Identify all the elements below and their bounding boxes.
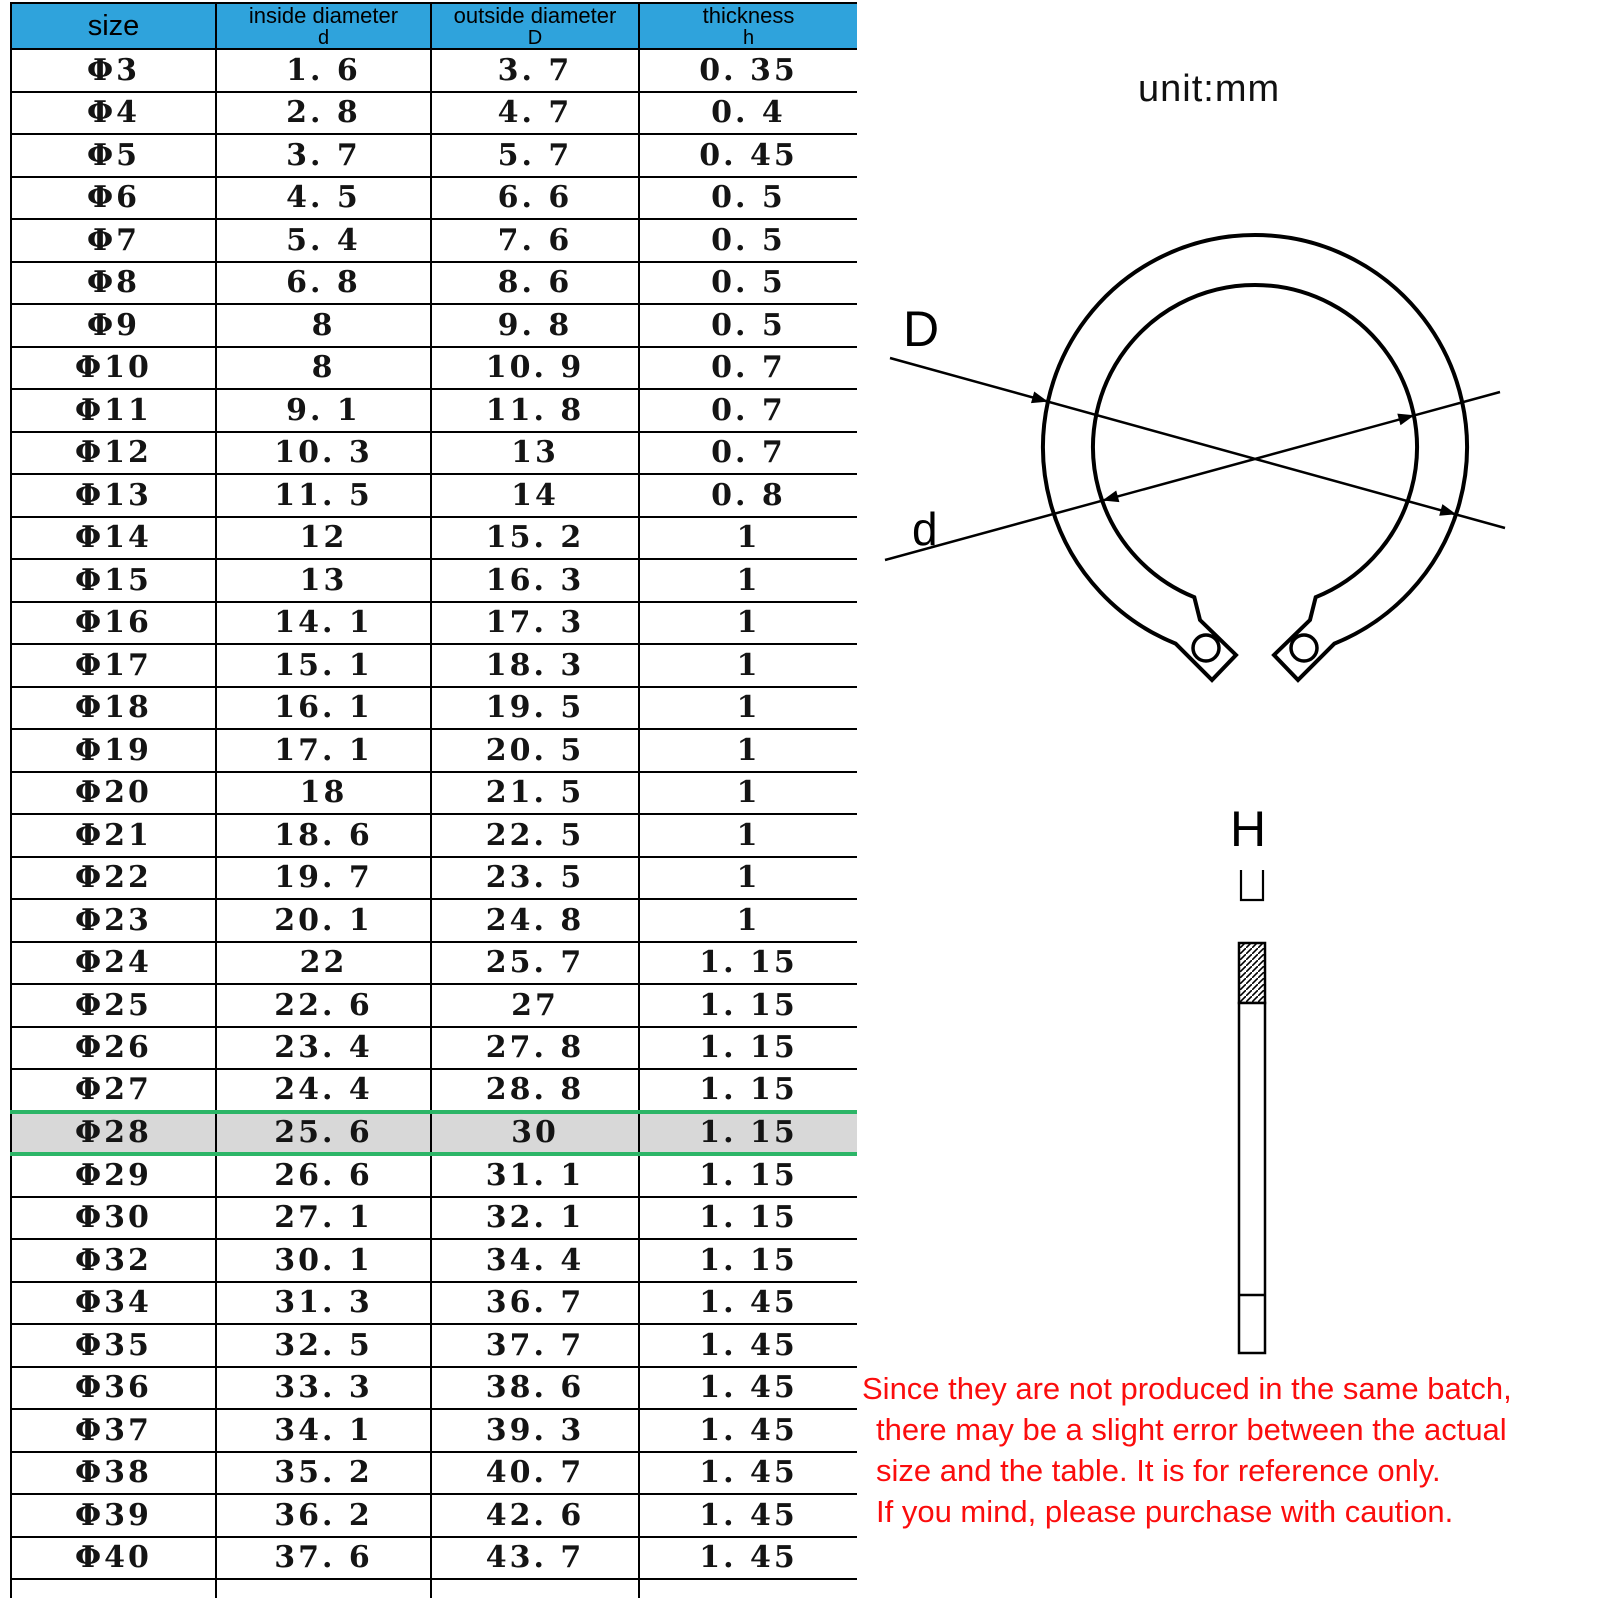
table-row bbox=[11, 687, 857, 730]
table-row bbox=[11, 1239, 857, 1282]
unit-label: unit:mm bbox=[1138, 68, 1281, 110]
table-row bbox=[11, 559, 857, 602]
header-outside-diameter bbox=[431, 3, 639, 49]
cell-outside: 20. 5 bbox=[431, 729, 639, 772]
cell-size: Φ29 bbox=[11, 1154, 216, 1197]
table-row bbox=[11, 177, 857, 220]
cell-thickness: 1. 15 bbox=[639, 1154, 857, 1197]
cell-inside: 5. 4 bbox=[216, 219, 431, 262]
cell-thickness: 0. 5 bbox=[639, 262, 857, 305]
cell-inside: 15. 1 bbox=[216, 644, 431, 687]
cell-outside: 39. 3 bbox=[431, 1409, 639, 1452]
cell-size: Φ40 bbox=[11, 1537, 216, 1580]
cell-inside: 3. 7 bbox=[216, 134, 431, 177]
header-outside-line2: D bbox=[527, 26, 543, 49]
cell-empty bbox=[431, 1579, 639, 1598]
cell-inside: 30. 1 bbox=[216, 1239, 431, 1282]
cell-outside: 3. 7 bbox=[431, 49, 639, 92]
cell-thickness: 1 bbox=[639, 729, 857, 772]
cell-size: Φ25 bbox=[11, 984, 216, 1027]
cell-thickness: 1. 15 bbox=[639, 1069, 857, 1112]
cell-outside: 42. 6 bbox=[431, 1494, 639, 1537]
cell-thickness: 1. 45 bbox=[639, 1452, 857, 1495]
header-outside-line1: outside diameter bbox=[453, 3, 617, 29]
cell-size: Φ32 bbox=[11, 1239, 216, 1282]
cell-size: Φ21 bbox=[11, 814, 216, 857]
circlip-ring-diagram bbox=[860, 230, 1560, 700]
cell-thickness: 1. 45 bbox=[639, 1537, 857, 1580]
disclaimer-line: If you mind, please purchase with caution. bbox=[876, 1494, 1454, 1529]
table-row bbox=[11, 474, 857, 517]
cell-thickness: 1 bbox=[639, 517, 857, 560]
cell-inside: 16. 1 bbox=[216, 687, 431, 730]
cell-thickness: 1. 45 bbox=[639, 1367, 857, 1410]
cell-inside: 32. 5 bbox=[216, 1324, 431, 1367]
cell-thickness: 0. 7 bbox=[639, 432, 857, 475]
cell-thickness: 1. 15 bbox=[639, 984, 857, 1027]
cell-size: Φ3 bbox=[11, 49, 216, 92]
cell-outside: 38. 6 bbox=[431, 1367, 639, 1410]
cell-inside: 8 bbox=[216, 347, 431, 390]
cell-size: Φ15 bbox=[11, 559, 216, 602]
cell-thickness: 0. 7 bbox=[639, 347, 857, 390]
cell-inside: 8 bbox=[216, 304, 431, 347]
cell-thickness: 0. 45 bbox=[639, 134, 857, 177]
cell-inside: 36. 2 bbox=[216, 1494, 431, 1537]
cell-thickness: 1. 15 bbox=[639, 1112, 857, 1155]
cell-outside: 4. 7 bbox=[431, 92, 639, 135]
cell-outside: 7. 6 bbox=[431, 219, 639, 262]
cell-inside: 37. 6 bbox=[216, 1537, 431, 1580]
disclaimer-line: Since they are not produced in the same batch, bbox=[862, 1371, 1512, 1406]
table-row bbox=[11, 1027, 857, 1070]
cell-inside: 19. 7 bbox=[216, 857, 431, 900]
cell-size: Φ13 bbox=[11, 474, 216, 517]
cell-outside: 37. 7 bbox=[431, 1324, 639, 1367]
table-row-partial bbox=[11, 1579, 857, 1598]
table-row bbox=[11, 1282, 857, 1325]
cell-size: Φ10 bbox=[11, 347, 216, 390]
left-lug-hole bbox=[1193, 635, 1219, 661]
table-row bbox=[11, 92, 857, 135]
cell-thickness: 1 bbox=[639, 602, 857, 645]
table-row bbox=[11, 389, 857, 432]
table-row bbox=[11, 1494, 857, 1537]
cell-outside: 13 bbox=[431, 432, 639, 475]
cell-empty bbox=[639, 1579, 857, 1598]
cell-outside: 40. 7 bbox=[431, 1452, 639, 1495]
cell-size: Φ37 bbox=[11, 1409, 216, 1452]
dimension-arrow-D-left bbox=[1031, 392, 1048, 404]
header-row bbox=[11, 3, 857, 49]
cell-size: Φ5 bbox=[11, 134, 216, 177]
cell-inside: 26. 6 bbox=[216, 1154, 431, 1197]
cell-outside: 31. 1 bbox=[431, 1154, 639, 1197]
table-row bbox=[11, 49, 857, 92]
table-row bbox=[11, 134, 857, 177]
cell-thickness: 1 bbox=[639, 899, 857, 942]
cell-thickness: 0. 35 bbox=[639, 49, 857, 92]
cell-thickness: 0. 5 bbox=[639, 304, 857, 347]
cell-empty bbox=[11, 1579, 216, 1598]
cell-size: Φ17 bbox=[11, 644, 216, 687]
cell-size: Φ22 bbox=[11, 857, 216, 900]
cell-outside: 30 bbox=[431, 1112, 639, 1155]
cell-outside: 24. 8 bbox=[431, 899, 639, 942]
table-row bbox=[11, 1452, 857, 1495]
outside-diameter-label: D bbox=[903, 301, 940, 357]
table-row bbox=[11, 517, 857, 560]
table-row bbox=[11, 857, 857, 900]
table-body bbox=[11, 49, 857, 1598]
cell-inside: 12 bbox=[216, 517, 431, 560]
cell-outside: 8. 6 bbox=[431, 262, 639, 305]
header-thickness bbox=[639, 3, 857, 49]
cell-inside: 35. 2 bbox=[216, 1452, 431, 1495]
cell-inside: 11. 5 bbox=[216, 474, 431, 517]
cell-size: Φ27 bbox=[11, 1069, 216, 1112]
cell-inside: 22. 6 bbox=[216, 984, 431, 1027]
cell-thickness: 1. 45 bbox=[639, 1282, 857, 1325]
cell-inside: 25. 6 bbox=[216, 1112, 431, 1155]
cell-outside: 23. 5 bbox=[431, 857, 639, 900]
header-size bbox=[11, 3, 216, 49]
dimension-arrow-d-left bbox=[1102, 491, 1119, 503]
cell-size: Φ14 bbox=[11, 517, 216, 560]
table-row bbox=[11, 899, 857, 942]
cell-inside: 1. 6 bbox=[216, 49, 431, 92]
cell-size: Φ16 bbox=[11, 602, 216, 645]
cell-outside: 17. 3 bbox=[431, 602, 639, 645]
table-row bbox=[11, 1197, 857, 1240]
cell-inside: 17. 1 bbox=[216, 729, 431, 772]
circlip-ring-outline bbox=[1043, 235, 1467, 680]
dimension-arrow-d-right bbox=[1397, 414, 1414, 426]
cell-thickness: 0. 4 bbox=[639, 92, 857, 135]
cell-outside: 27 bbox=[431, 984, 639, 1027]
table-header bbox=[11, 3, 857, 49]
table-row bbox=[11, 1537, 857, 1580]
cell-thickness: 1. 15 bbox=[639, 942, 857, 985]
cell-thickness: 1 bbox=[639, 687, 857, 730]
table-row bbox=[11, 304, 857, 347]
table-row bbox=[11, 942, 857, 985]
cell-size: Φ30 bbox=[11, 1197, 216, 1240]
header-thickness-line2: h bbox=[742, 26, 755, 49]
cell-thickness: 1. 15 bbox=[639, 1027, 857, 1070]
cell-inside: 20. 1 bbox=[216, 899, 431, 942]
cell-thickness: 0. 5 bbox=[639, 219, 857, 262]
table-row bbox=[11, 1367, 857, 1410]
cell-outside: 36. 7 bbox=[431, 1282, 639, 1325]
table-row bbox=[11, 1112, 857, 1155]
cell-size: Φ8 bbox=[11, 262, 216, 305]
cell-inside: 22 bbox=[216, 942, 431, 985]
size-spec-table bbox=[10, 2, 857, 1598]
header-inside-line2: d bbox=[317, 26, 330, 49]
cell-outside: 27. 8 bbox=[431, 1027, 639, 1070]
cell-outside: 11. 8 bbox=[431, 389, 639, 432]
cell-thickness: 1 bbox=[639, 814, 857, 857]
cell-outside: 43. 7 bbox=[431, 1537, 639, 1580]
cell-outside: 25. 7 bbox=[431, 942, 639, 985]
cell-size: Φ18 bbox=[11, 687, 216, 730]
disclaimer-text bbox=[862, 1368, 1562, 1532]
cell-outside: 32. 1 bbox=[431, 1197, 639, 1240]
cell-outside: 9. 8 bbox=[431, 304, 639, 347]
cell-inside: 31. 3 bbox=[216, 1282, 431, 1325]
cell-outside: 18. 3 bbox=[431, 644, 639, 687]
cell-outside: 16. 3 bbox=[431, 559, 639, 602]
cell-inside: 18 bbox=[216, 772, 431, 815]
cell-outside: 15. 2 bbox=[431, 517, 639, 560]
cell-size: Φ35 bbox=[11, 1324, 216, 1367]
right-lug-hole bbox=[1291, 635, 1317, 661]
header-size-label: size bbox=[87, 9, 140, 42]
cell-thickness: 0. 7 bbox=[639, 389, 857, 432]
cell-size: Φ28 bbox=[11, 1112, 216, 1155]
cell-outside: 6. 6 bbox=[431, 177, 639, 220]
cell-inside: 27. 1 bbox=[216, 1197, 431, 1240]
cell-thickness: 1. 15 bbox=[639, 1239, 857, 1282]
table-row bbox=[11, 1324, 857, 1367]
cell-thickness: 1. 45 bbox=[639, 1409, 857, 1452]
cell-size: Φ36 bbox=[11, 1367, 216, 1410]
table-row bbox=[11, 347, 857, 390]
cell-size: Φ34 bbox=[11, 1282, 216, 1325]
cell-inside: 9. 1 bbox=[216, 389, 431, 432]
cell-inside: 23. 4 bbox=[216, 1027, 431, 1070]
table-row bbox=[11, 602, 857, 645]
header-thickness-line1: thickness bbox=[702, 3, 795, 29]
cell-thickness: 0. 5 bbox=[639, 177, 857, 220]
cell-size: Φ7 bbox=[11, 219, 216, 262]
hatched-section bbox=[1239, 943, 1265, 1003]
cell-size: Φ26 bbox=[11, 1027, 216, 1070]
cell-inside: 6. 8 bbox=[216, 262, 431, 305]
cell-thickness: 1 bbox=[639, 559, 857, 602]
table-row bbox=[11, 772, 857, 815]
table-row bbox=[11, 644, 857, 687]
cell-inside: 4. 5 bbox=[216, 177, 431, 220]
table-row bbox=[11, 1409, 857, 1452]
thickness-H-label: H bbox=[1230, 801, 1267, 857]
cell-inside: 13 bbox=[216, 559, 431, 602]
ring-side-bar bbox=[1239, 1003, 1265, 1353]
cell-outside: 14 bbox=[431, 474, 639, 517]
cell-inside: 2. 8 bbox=[216, 92, 431, 135]
cell-size: Φ6 bbox=[11, 177, 216, 220]
cell-outside: 10. 9 bbox=[431, 347, 639, 390]
cell-inside: 10. 3 bbox=[216, 432, 431, 475]
cell-size: Φ11 bbox=[11, 389, 216, 432]
cell-outside: 28. 8 bbox=[431, 1069, 639, 1112]
cell-size: Φ20 bbox=[11, 772, 216, 815]
cell-outside: 22. 5 bbox=[431, 814, 639, 857]
cell-inside: 18. 6 bbox=[216, 814, 431, 857]
thickness-side-view-diagram bbox=[1222, 858, 1292, 1388]
cell-inside: 24. 4 bbox=[216, 1069, 431, 1112]
disclaimer-line: size and the table. It is for reference only. bbox=[876, 1453, 1441, 1488]
inside-diameter-label: d bbox=[912, 503, 938, 555]
cell-size: Φ12 bbox=[11, 432, 216, 475]
cell-thickness: 1. 15 bbox=[639, 1197, 857, 1240]
table-row bbox=[11, 1154, 857, 1197]
cell-outside: 5. 7 bbox=[431, 134, 639, 177]
table-row bbox=[11, 984, 857, 1027]
header-inside-line1: inside diameter bbox=[248, 3, 399, 29]
cell-thickness: 1 bbox=[639, 644, 857, 687]
table-row bbox=[11, 814, 857, 857]
cell-thickness: 1 bbox=[639, 857, 857, 900]
size-table-sheet bbox=[10, 2, 857, 1598]
cell-size: Φ39 bbox=[11, 1494, 216, 1537]
table-row bbox=[11, 729, 857, 772]
cell-thickness: 1. 45 bbox=[639, 1324, 857, 1367]
cell-outside: 21. 5 bbox=[431, 772, 639, 815]
cell-inside: 33. 3 bbox=[216, 1367, 431, 1410]
cell-empty bbox=[216, 1579, 431, 1598]
cell-outside: 19. 5 bbox=[431, 687, 639, 730]
table-row bbox=[11, 219, 857, 262]
h-extent-marker bbox=[1241, 870, 1263, 900]
cell-size: Φ4 bbox=[11, 92, 216, 135]
cell-thickness: 1. 45 bbox=[639, 1494, 857, 1537]
cell-outside: 34. 4 bbox=[431, 1239, 639, 1282]
cell-size: Φ38 bbox=[11, 1452, 216, 1495]
cell-size: Φ24 bbox=[11, 942, 216, 985]
table-row bbox=[11, 262, 857, 305]
cell-inside: 34. 1 bbox=[216, 1409, 431, 1452]
disclaimer-line: there may be a slight error between the actual bbox=[876, 1412, 1507, 1447]
cell-inside: 14. 1 bbox=[216, 602, 431, 645]
cell-size: Φ23 bbox=[11, 899, 216, 942]
cell-size: Φ19 bbox=[11, 729, 216, 772]
cell-thickness: 0. 8 bbox=[639, 474, 857, 517]
table-row bbox=[11, 432, 857, 475]
cell-thickness: 1 bbox=[639, 772, 857, 815]
table-row bbox=[11, 1069, 857, 1112]
cell-size: Φ9 bbox=[11, 304, 216, 347]
header-inside-diameter bbox=[216, 3, 431, 49]
